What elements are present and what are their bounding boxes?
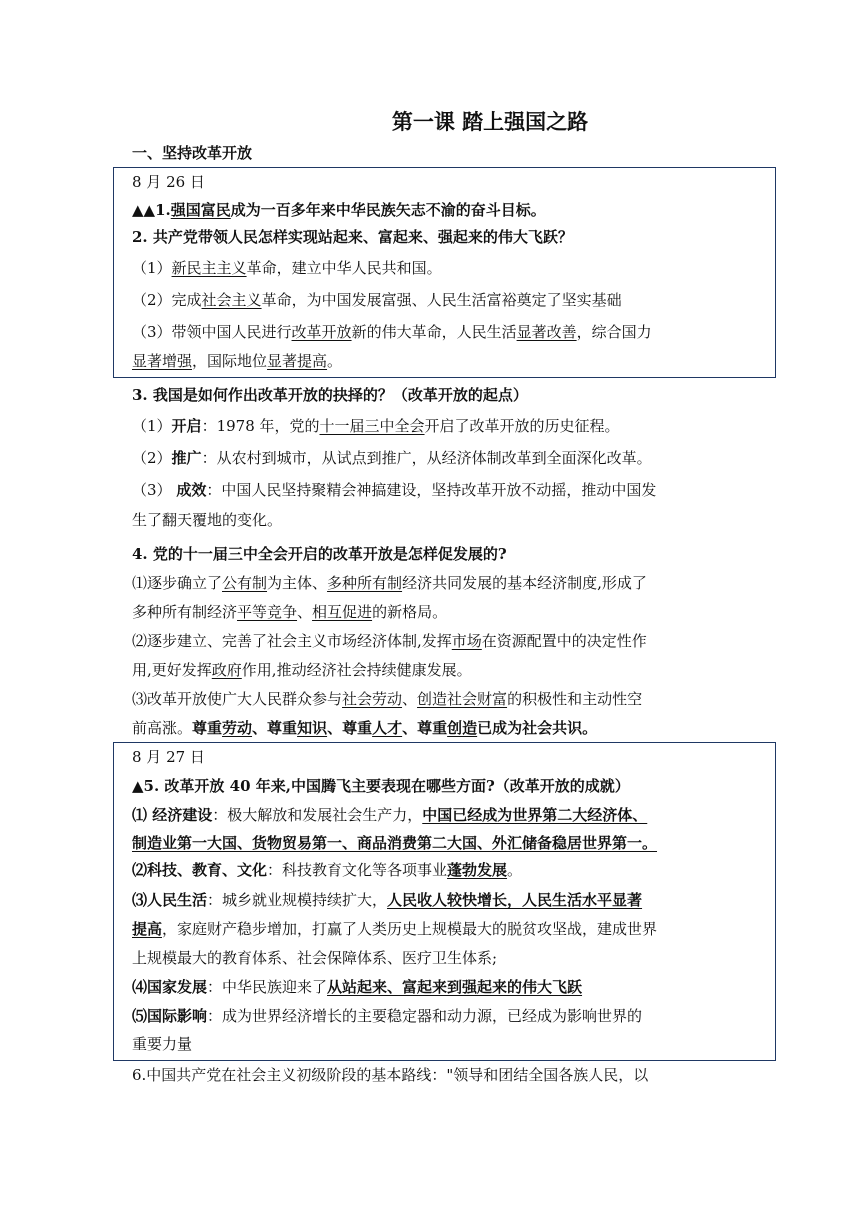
- answer-4-1: ⑴逐步确立了公有制为主体、多种所有制经济共同发展的基本经济制度,形成了: [132, 574, 647, 592]
- question-4: 4. 党的十一届三中全会开启的改革开放是怎样促发展的?: [132, 545, 507, 563]
- page-title: 第一课 踏上强国之路: [391, 109, 589, 134]
- answer-5-5: ⑸国际影响：成为世界经济增长的主要稳定器和动力源，已经成为影响世界的: [132, 1007, 643, 1025]
- question-3: 3. 我国是如何作出改革开放的抉择的？（改革开放的起点）: [132, 386, 528, 404]
- answer-2-2: （2）完成社会主义革命，为中国发展富强、人民生活富裕奠定了坚实基础: [132, 291, 622, 309]
- answer-5-3-cont2: 上规模最大的教育体系、社会保障体系、医疗卫生体系;: [132, 949, 498, 967]
- answer-2-1: （1）新民主主义革命，建立中华人民共和国。: [132, 259, 442, 277]
- answer-5-1-cont: 制造业第一大国、货物贸易第一、商品消费第二大国、外汇储备稳居世界第一。: [132, 834, 658, 852]
- answer-5-3-cont: 提高，家庭财产稳步增加，打赢了人类历史上规模最大的脱贫攻坚战，建成世界: [132, 920, 658, 938]
- date-label: 8 月 26 日: [132, 173, 205, 191]
- answer-3-3-cont: 生了翻天覆地的变化。: [132, 511, 283, 529]
- answer-2-3: （3）带领中国人民进行改革开放新的伟大革命，人民生活显著改善，综合国力: [132, 323, 652, 341]
- question-2: 2. 共产党带领人民怎样实现站起来、富起来、强起来的伟大飞跃？: [132, 228, 573, 246]
- answer-5-1: ⑴ 经济建设：极大解放和发展社会生产力，中国已经成为世界第二大经济体、: [132, 806, 648, 824]
- answer-5-4: ⑷国家发展：中华民族迎来了从站起来、富起来到强起来的伟大飞跃: [132, 978, 583, 996]
- answer-3-2: （2）推广：从农村到城市，从试点到推广，从经济体制改革到全面深化改革。: [132, 449, 652, 467]
- answer-5-2: ⑵科技、教育、文化：科技教育文化等各项事业蓬勃发展。: [132, 861, 523, 879]
- answer-4-3: ⑶改革开放使广大人民群众参与社会劳动、创造社会财富的积极性和主动性空: [132, 690, 643, 708]
- item-6: 6.中国共产党在社会主义初级阶段的基本路线："领导和团结全国各族人民，以: [132, 1066, 649, 1084]
- date-label: 8 月 27 日: [132, 748, 205, 766]
- answer-4-3-cont: 前高涨。尊重劳动、尊重知识、尊重人才、尊重创造已成为社会共识。: [132, 719, 598, 737]
- answer-5-3: ⑶人民生活：城乡就业规模持续扩大，人民收人较快增长，人民生活水平显著: [132, 891, 643, 909]
- answer-2-3-cont: 显著增强，国际地位显著提高。: [132, 352, 343, 370]
- answer-5-5-cont: 重要力量: [132, 1035, 193, 1053]
- answer-4-2-cont: 用,更好发挥政府作用,推动经济社会持续健康发展。: [132, 661, 472, 679]
- question-5: ▲5. 改革开放 40 年来,中国腾飞主要表现在哪些方面?（改革开放的成就）: [132, 777, 630, 795]
- answer-4-2: ⑵逐步建立、完善了社会主义市场经济体制,发挥市场在资源配置中的决定性作: [132, 632, 647, 650]
- answer-3-3: （3） 成效：中国人民坚持聚精会神搞建设，坚持改革开放不动摇，推动中国发: [132, 481, 657, 499]
- question-1: ▲▲1.强国富民成为一百多年来中华民族矢志不渝的奋斗目标。: [132, 201, 546, 219]
- answer-4-1-cont: 多种所有制经济平等竞争、相互促进的新格局。: [132, 603, 448, 621]
- answer-3-1: （1）开启：1978 年，党的十一届三中全会开启了改革开放的历史征程。: [132, 417, 620, 435]
- section-heading: 一、坚持改革开放: [132, 144, 253, 162]
